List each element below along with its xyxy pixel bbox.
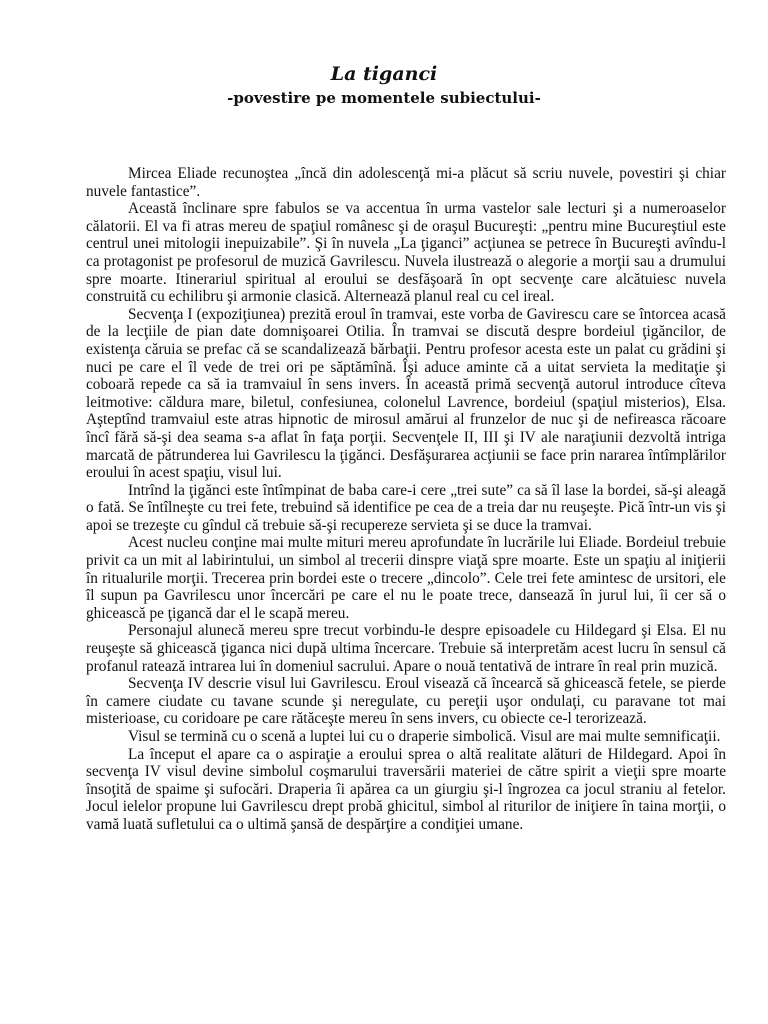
paragraph: Personajul alunecă mereu spre trecut vorbindu-le despre episoadele cu Hildegard şi Elsa. El nu reuşeşte să ghicească ţiganca nici după ultima încercare. Trebuie să interpretăm acest lucru în sensul că profanul ratează intrarea lui în domeniul sacrului. Apare o nouă tentativă de intrare în real prin muzică. [86, 622, 726, 675]
document-subtitle: -povestire pe momentele subiectului- [227, 89, 541, 107]
paragraph: Mircea Eliade recunoştea „încă din adolescenţă mi-a plăcut să scriu nuvele, povestiri şi chiar nuvele fantastice”. [86, 165, 726, 200]
paragraph: Secvenţa IV descrie visul lui Gavrilescu. Eroul visează că încearcă să ghicească fetele, se pierde în camere ciudate cu tavane scunde şi neregulate, cu pereţii uşor ondulaţi, cu paravane tot mai misterioase, cu coridoare pe care rătăceşte mereu în sens invers, cu obiecte ce-l terorizează. [86, 675, 726, 728]
document-title: La tiganci [330, 63, 438, 85]
paragraph: Această înclinare spre fabulos se va accentua în urma vastelor sale lecturi şi a numeroaselor călatorii. El va fi atras mereu de spaţiul românesc şi de oraşul Bucureşti: „pentru mine Bucureştiul este centrul unei mitologii inepuizabile”. Şi în nuvela „La ţiganci” acţiunea se petrece în Bucureşti avîndu-l ca protagonist pe profesorul de muzică Gavrilescu. Nuvela ilustrează o alegorie a morţii sau a drumului spre moarte. Itinerariul spiritual al eroului se desfăşoară în opt secvenţe care alcătuiesc nuvela construită cu echilibru şi armonie clasică. Alternează planul real cu cel ireal. [86, 200, 726, 306]
paragraph: Visul se termină cu o scenă a luptei lui cu o draperie simbolică. Visul are mai multe semnificaţii. [128, 728, 721, 745]
paragraph: Secvenţa I (expoziţiunea) prezită eroul în tramvai, este vorba de Gavirescu care se întorcea acasă de la lecţiile de pian date domnişoarei Otilia. În tramvai se discută despre bordeiul ţigăncilor, de existenţa căruia se prefac că se scandalizează bărbaţii. Pentru profesor acesta este un palat cu grădini şi nuci pe care el îl vede de trei ori pe săptămînă. Îşi aduce aminte că a uitat servieta la meditaţie şi coboară repede ca să ia tramvaiul în sens invers. În această primă secvenţă autorul introduce cîteva leitmotive: căldura mare, biletul, confesiunea, colonelul Lavrence, bordeiul (spaţiul misterios), Elsa. Aşteptînd tramvaiul este atras hipnotic de mirosul amărui al frunzelor de nuc şi de nefireasca răcoare încî fără să-şi dea seama s-a aflat în faţa porţii. Secvenţele II, III şi IV ale naraţiunii dezvoltă intriga marcată de pătrunderea lui Gavrilescu la ţigănci. Desfăşurarea acţiunii se face prin nararea întîmplărilor eroului în acest spaţiu, visul lui. [86, 305, 726, 482]
paragraph: La început el apare ca o aspiraţie a eroului sprea o altă realitate alături de Hildegard. Apoi în secvenţa IV visul devine simbolul coşmarului traversării materiei de către spirit a vieţii spre moarte însoţită de spaime şi sufocări. Draperia îi apărea ca un giurgiu şi-l îngrozea ca jocul straniu al fetelor. Jocul ielelor propune lui Gavrilescu drept probă ghicitul, simbol al riturilor de iniţiere în taina morţii, o vamă luată sufletului ca o ultimă şansă de despărţire a condiţiei umane. [86, 745, 726, 833]
paragraph: Acest nucleu conţine mai multe mituri mereu aprofundate în lucrările lui Eliade. Bordeiul trebuie privit ca un mit al labirintului, un simbol al trecerii dinspre viaţă spre moarte. Este un spaţiu al iniţierii în ritualurile morţii. Trecerea prin bordei este o trecere „dincolo”. Cele trei fete amintesc de ursitori, ele îl supun pa Gavrilescu unor încercări pe care el nu le poate trece, dansează în jurul lui, îi cer să o ghicească pe ţigancă dar el le scapă mereu. [86, 534, 726, 622]
document-body [86, 165, 726, 834]
paragraph: Intrînd la ţigănci este întîmpinat de baba care-i cere „trei sute” ca să îl lase la bordei, să-şi aleagă o fată. Se întîlneşte cu trei fete, trebuind să identifice pe cea de a treia dar nu reuşeşte. Pică într-un vis şi apoi se trezeşte cu gîndul că trebuie să-şi recupereze servieta şi se duce la tramvai. [86, 481, 726, 534]
